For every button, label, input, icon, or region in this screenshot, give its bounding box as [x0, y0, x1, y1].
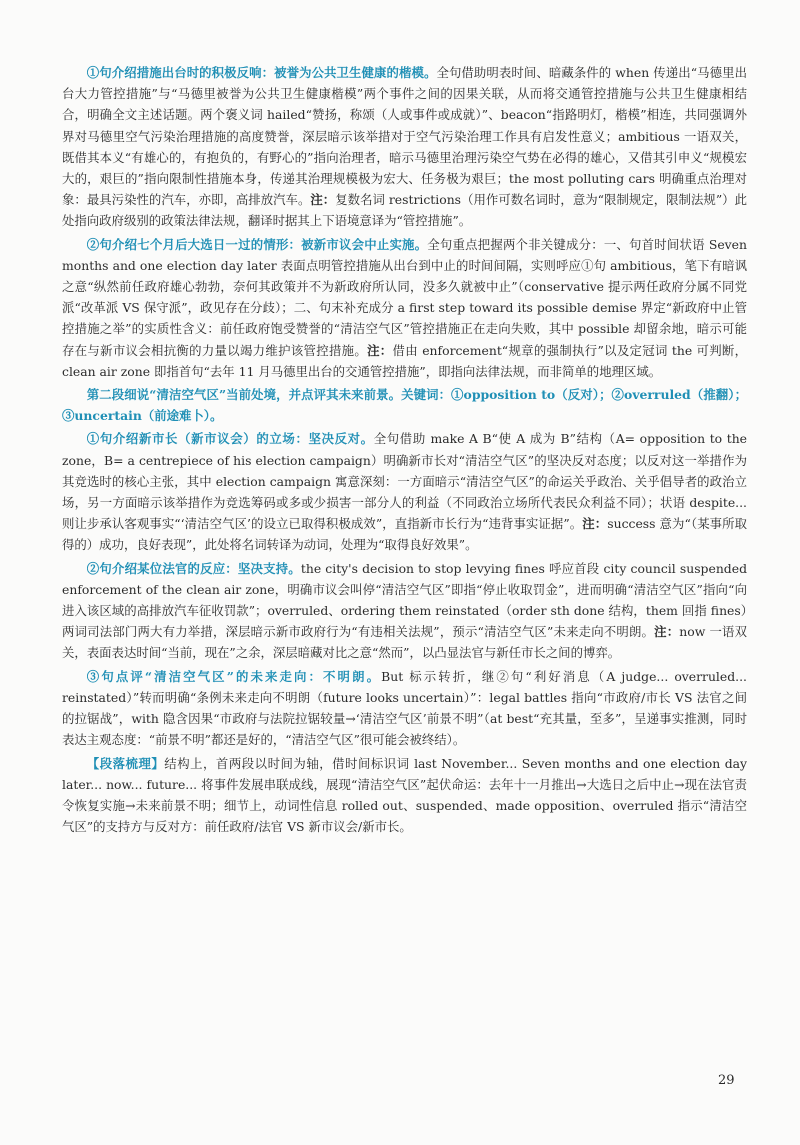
body-text: 借由 enforcement“规章的强制执行”以及定冠词 the 可判断，clean air zone 即指首句“去年 11 月马德里出台的交通管控措施”，即指向法律法规，而非简单的地理区域。	[62, 342, 748, 379]
highlight-text: ②句介绍七个月后大选日一过的情形：被新市议会中止实施。	[86, 236, 428, 252]
paragraph	[62, 234, 747, 382]
highlight-text: ③句点评“清洁空气区”的未来走向：不明朗。	[86, 668, 382, 684]
body-text: 结构上，首两段以时间为轴，借时间标识词 last November... Seven months and one election day later... now... future... 将事件发展串联成线，展现“清洁空气区”起伏命运：去年十一月推出→大选日之后中止→现在法官责令恢复实施→未来前景不明；细节上，动词性信息 rolled out、suspended、made opposition、overruled 指示“清洁空气区”的支持方与反对方：前任政府/法官 VS 新市议会/新市长。	[62, 755, 748, 835]
page-number: 29	[718, 1073, 735, 1088]
paragraph	[62, 666, 747, 751]
body-text: 复数名词 restrictions（用作可数名词时，意为“限制规定，限制法规”）此处指向政府级别的政策法律法规，翻译时据其上下语境意译为“管控措施”。	[62, 192, 747, 229]
body-text: But 标示转折，继②句“利好消息（A judge... overruled... reinstated）”转而明确“条例未来走向不明朗（future looks uncertain）”：legal battles 指向“市政府/市长 VS 法官之间的拉锯战”，with 隐含因果“市政府与法院拉锯较量→‘清洁空气区’前景不明”（at best“充其量，至多”，呈递事实推测，同时表达主观态度：“前景不明”都还是好的，“清洁空气区”很可能会被终结）。	[62, 668, 747, 748]
section-heading	[62, 384, 747, 426]
article-body	[62, 62, 747, 839]
body-text: the city's decision to stop levying fines 呼应首段 city council suspended enforcement of the clean air zone，明确市议会叫停“清洁空气区”即指“停止收取罚金”，进而明确“清洁空气区”指向“向进入该区域的高排放汽车征收罚款”；overruled、ordering them reinstated（order sth done 结构，them 回指 fines）两词司法部门两大有力举措，深层暗示新市政府行为“有违相关法规”，预示“清洁空气区”未来走向不明朗。	[62, 560, 748, 640]
body-text: 全句借助明表时间、暗藏条件的 when 传递出“马德里出台大力管控措施”与“马德里被誉为公共卫生健康楷模”两个事件之间的因果关联，从而将交通管控措施与公共卫生健康相结合，明确全文主述话题。两个褒义词 hailed“赞扬，称颂（人或事件或成就）”、beacon“指路明灯，楷模”相连，共同强调外界对马德里空气污染治理措施的高度赞誉，深层暗示该举措对于空气污染治理工作具有启发性意义；ambitious 一语双关，既借其本义“有雄心的，有抱负的，有野心的”指向治理者，暗示马德里治理污染空气势在必得的雄心，又借其引申义“规模宏大的，艰巨的”指向限制性措施本身，传递其治理规模极为宏大、任务极为艰巨；the most polluting cars 明确重点治理对象：最具污染性的汽车，亦即，高排放汽车。	[62, 65, 747, 208]
note-label: 注：	[367, 342, 393, 358]
paragraph-summary	[62, 753, 747, 838]
paragraph	[62, 428, 747, 555]
body-text: success 意为“（某事所取得的）成功，良好表现”，此处将名词转译为动词，处理为“取得良好效果”。	[62, 516, 748, 553]
body-text: 全句重点把握两个非关键成分：一、句首时间状语 Seven months and one election day later 表面点明管控措施从出台到中止的时间间隔，实则呼应①句 ambitious，笔下有暗讽之意“纵然前任政府雄心勃勃，奈何其政策并不为新政府所认同，没多久就被中止”（conservative 提示两任政府分属不同党派“改革派 VS 保守派”，政见存在分歧）；二、句末补充成分 a first step toward its possible demise 界定“新政府中止管控措施之举”的实质性含义：前任政府饱受赞誉的“清洁空气区”管控措施正在走向失败，其中 possible 却留余地，暗示可能存在与新市议会相抗衡的力量以竭力维护该管控措施。	[62, 236, 748, 358]
body-text: now 一语双关，表面表达时间“当前，现在”之余，深层暗藏对比之意“然而”，以凸显法官与新任市长之间的博弈。	[62, 624, 748, 661]
body-text: 全句借助 make A B“使 A 成为 B”结构（A= opposition to the zone，B= a centrepiece of his election campaign）明确新市长对“清洁空气区”的坚决反对态度；以反对这一举措作为其竞选时的核心主张，其中 election campaign 寓意深刻：一方面暗示“清洁空气区”的命运关乎政治、关乎倡导者的政治立场，另一方面暗示该举措作为竞选筹码或多或少损害一部分人的利益（不同政治立场所代表民众利益不同）；状语 despite... 则让步承认客观事实“‘清洁空气区’的设立已取得积极成效”，直指新市长行为“违背事实证据”。	[62, 431, 748, 532]
highlight-text: 第二段细说“清洁空气区”当前处境，并点评其未来前景。关键词：①opposition to（反对）；②overruled（推翻）；③uncertain（前途难卜）。	[62, 387, 747, 424]
note-label: 注：	[582, 516, 608, 532]
note-label: 注：	[654, 624, 680, 640]
note-label: 注：	[310, 192, 336, 208]
paragraph	[62, 558, 747, 664]
highlight-text: ②句介绍某位法官的反应：坚决支持。	[86, 560, 301, 576]
highlight-text: ①句介绍新市长（新市议会）的立场：坚决反对。	[86, 431, 374, 447]
highlight-text: ①句介绍措施出台时的积极反响：被誉为公共卫生健康的楷模。	[86, 65, 437, 80]
section-tag: 【段落梳理】	[86, 755, 165, 771]
paragraph	[62, 62, 747, 232]
